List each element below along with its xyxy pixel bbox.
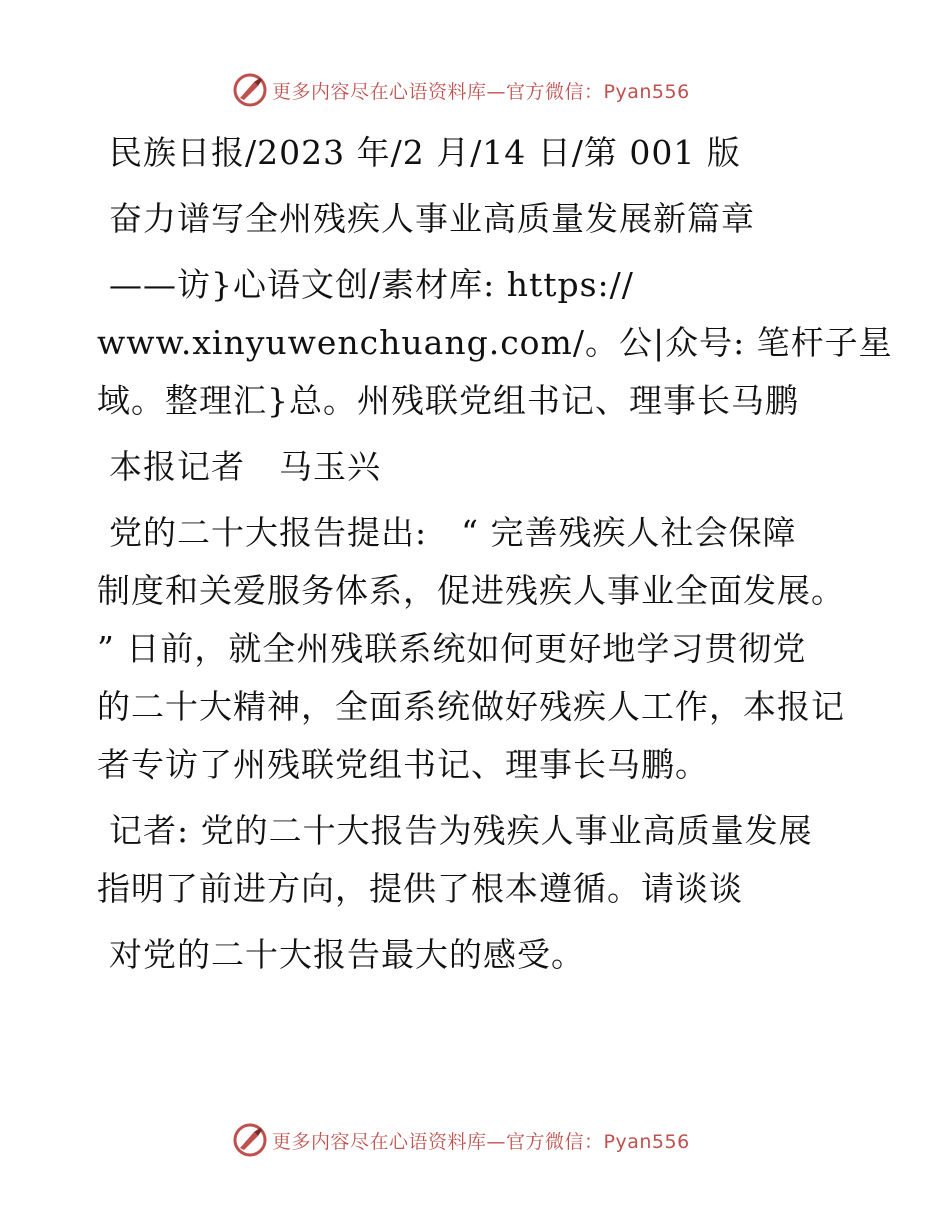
text-line: 制度和关爱服务体系，促进残疾人事业全面发展。 (97, 571, 845, 610)
text-line: 指明了前进方向，提供了根本遵循。请谈谈 (97, 869, 743, 908)
header-watermark (232, 72, 690, 108)
text-line: 民族日报/2023 年/2 月/14 日/第 001 版 (109, 133, 741, 172)
quill-logo-icon (232, 1122, 268, 1158)
text-line: ” 日前，就全州残联系统如何更好地学习贯彻党 (97, 629, 807, 668)
paragraph-gap (97, 918, 857, 926)
watermark-text: 更多内容尽在心语资料库—官方微信：Pyan556 (272, 1130, 690, 1153)
watermark-text: 更多内容尽在心语资料库—官方微信：Pyan556 (272, 80, 690, 103)
text-line: 的二十大精神，全面系统做好残疾人工作，本报记 (97, 687, 845, 726)
text-line: www.xinyuwenchuang.com/。公|众号: 笔杆子星 (97, 323, 893, 362)
text-line: 记者: 党的二十大报告为残疾人事业高质量发展 (109, 811, 813, 850)
paragraph-gap (97, 430, 857, 438)
paragraph-gap (97, 496, 857, 504)
quill-logo-icon (232, 72, 268, 108)
paragraph-gap (97, 794, 857, 802)
text-line: 者专访了州残联党组书记、理事长马鹏。 (97, 745, 709, 784)
paragraph-gap (97, 248, 857, 256)
paragraph-gap (97, 182, 857, 190)
article-body (97, 124, 893, 984)
text-line: 对党的二十大报告最大的感受。 (109, 935, 585, 974)
text-line: 域。整理汇}总。州残联党组书记、理事长马鹏 (97, 381, 799, 420)
text-line: ——访}心语文创/素材库: https:// (109, 265, 634, 304)
text-line: 本报记者 马玉兴 (109, 447, 381, 486)
footer-watermark (232, 1122, 690, 1158)
text-line: 党的二十大报告提出: “ 完善残疾人社会保障 (109, 513, 797, 552)
text-line: 奋力谱写全州残疾人事业高质量发展新篇章 (109, 199, 755, 238)
